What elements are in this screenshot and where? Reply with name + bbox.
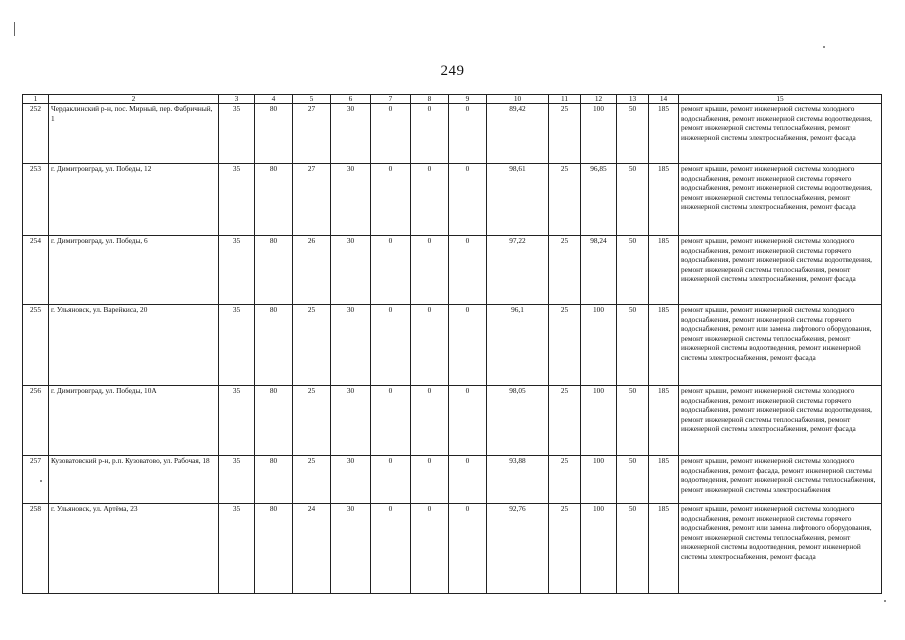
address: г. Димитровград, ул. Победы, 12 xyxy=(49,164,219,236)
col-3-value: 35 xyxy=(219,386,255,456)
col-8-value: 0 xyxy=(411,236,449,305)
col-14-value: 185 xyxy=(649,456,679,504)
col-13-value: 50 xyxy=(617,236,649,305)
col-12-value: 98,24 xyxy=(581,236,617,305)
col-14-value: 185 xyxy=(649,386,679,456)
works-list: ремонт крыши, ремонт инженерной системы холодного водоснабжения, ремонт фасада, ремонт инженерной системы водоотведения, ремонт инженерной системы теплоснабжения, ремонт инженерной системы электроснабжения xyxy=(679,456,882,504)
header-row xyxy=(23,95,882,104)
col-4-value: 80 xyxy=(255,386,293,456)
column-header-9: 9 xyxy=(449,95,487,104)
col-5-value: 24 xyxy=(293,504,331,594)
column-header-8: 8 xyxy=(411,95,449,104)
column-header-11: 11 xyxy=(549,95,581,104)
table-row xyxy=(23,305,882,386)
column-header-7: 7 xyxy=(371,95,411,104)
address: г. Ульяновск, ул. Артёма, 23 xyxy=(49,504,219,594)
column-header-5: 5 xyxy=(293,95,331,104)
col-4-value: 80 xyxy=(255,164,293,236)
col-9-value: 0 xyxy=(449,236,487,305)
table-row xyxy=(23,386,882,456)
table-row xyxy=(23,164,882,236)
works-list: ремонт крыши, ремонт инженерной системы холодного водоснабжения, ремонт инженерной системы водоотведения, ремонт инженерной системы теплоснабжения, ремонт инженерной системы электроснабжения, ремонт фасада xyxy=(679,104,882,164)
col-8-value: 0 xyxy=(411,386,449,456)
table-row xyxy=(23,456,882,504)
col-8-value: 0 xyxy=(411,504,449,594)
repair-table xyxy=(22,94,882,594)
col-12-value: 100 xyxy=(581,386,617,456)
col-13-value: 50 xyxy=(617,456,649,504)
column-header-4: 4 xyxy=(255,95,293,104)
table-row xyxy=(23,504,882,594)
col-5-value: 26 xyxy=(293,236,331,305)
col-14-value: 185 xyxy=(649,104,679,164)
col-6-value: 30 xyxy=(331,386,371,456)
col-10-value: 98,05 xyxy=(487,386,549,456)
row-number: 256 xyxy=(23,386,49,456)
col-11-value: 25 xyxy=(549,386,581,456)
address: г. Димитровград, ул. Победы, 6 xyxy=(49,236,219,305)
col-3-value: 35 xyxy=(219,305,255,386)
col-5-value: 25 xyxy=(293,305,331,386)
scan-speck xyxy=(14,22,15,36)
col-9-value: 0 xyxy=(449,386,487,456)
page-number: 249 xyxy=(440,63,465,79)
col-10-value: 93,88 xyxy=(487,456,549,504)
col-10-value: 98,61 xyxy=(487,164,549,236)
scan-speck xyxy=(823,46,825,48)
col-14-value: 185 xyxy=(649,164,679,236)
col-7-value: 0 xyxy=(371,305,411,386)
row-number: 255 xyxy=(23,305,49,386)
col-14-value: 185 xyxy=(649,236,679,305)
table-body xyxy=(23,104,882,594)
column-header-12: 12 xyxy=(581,95,617,104)
col-5-value: 25 xyxy=(293,386,331,456)
col-6-value: 30 xyxy=(331,305,371,386)
table-row xyxy=(23,236,882,305)
col-3-value: 35 xyxy=(219,164,255,236)
col-7-value: 0 xyxy=(371,504,411,594)
col-10-value: 89,42 xyxy=(487,104,549,164)
scan-speck xyxy=(40,480,42,482)
row-number: 258 xyxy=(23,504,49,594)
repair-table-container xyxy=(22,94,881,594)
row-number: 257 xyxy=(23,456,49,504)
col-7-value: 0 xyxy=(371,386,411,456)
column-header-14: 14 xyxy=(649,95,679,104)
col-7-value: 0 xyxy=(371,164,411,236)
col-10-value: 96,1 xyxy=(487,305,549,386)
col-9-value: 0 xyxy=(449,504,487,594)
col-3-value: 35 xyxy=(219,504,255,594)
col-11-value: 25 xyxy=(549,236,581,305)
col-7-value: 0 xyxy=(371,236,411,305)
col-6-value: 30 xyxy=(331,164,371,236)
row-number: 254 xyxy=(23,236,49,305)
col-8-value: 0 xyxy=(411,164,449,236)
col-11-value: 25 xyxy=(549,104,581,164)
col-11-value: 25 xyxy=(549,305,581,386)
col-13-value: 50 xyxy=(617,104,649,164)
col-14-value: 185 xyxy=(649,504,679,594)
col-8-value: 0 xyxy=(411,456,449,504)
address: Чердаклинский р-н, пос. Мирный, пер. Фабричный, 1 xyxy=(49,104,219,164)
column-header-2: 2 xyxy=(49,95,219,104)
col-4-value: 80 xyxy=(255,104,293,164)
row-number: 252 xyxy=(23,104,49,164)
col-4-value: 80 xyxy=(255,236,293,305)
col-13-value: 50 xyxy=(617,504,649,594)
col-8-value: 0 xyxy=(411,305,449,386)
col-12-value: 100 xyxy=(581,456,617,504)
column-header-3: 3 xyxy=(219,95,255,104)
col-12-value: 96,85 xyxy=(581,164,617,236)
col-5-value: 25 xyxy=(293,456,331,504)
works-list: ремонт крыши, ремонт инженерной системы холодного водоснабжения, ремонт инженерной системы горячего водоснабжения, ремонт или замена лифтового оборудования, ремонт инженерной системы теплоснабжения, ремонт инженерной системы водоотведения, ремонт инженерной системы электроснабжения, ремонт фасада xyxy=(679,305,882,386)
col-6-value: 30 xyxy=(331,104,371,164)
col-8-value: 0 xyxy=(411,104,449,164)
col-5-value: 27 xyxy=(293,104,331,164)
works-list: ремонт крыши, ремонт инженерной системы холодного водоснабжения, ремонт инженерной системы горячего водоснабжения, ремонт инженерной системы водоотведения, ремонт инженерной системы теплоснабжения, ремонт инженерной системы электроснабжения, ремонт фасада xyxy=(679,164,882,236)
column-header-15: 15 xyxy=(679,95,882,104)
col-6-value: 30 xyxy=(331,504,371,594)
col-6-value: 30 xyxy=(331,236,371,305)
col-3-value: 35 xyxy=(219,456,255,504)
col-11-value: 25 xyxy=(549,504,581,594)
col-9-value: 0 xyxy=(449,164,487,236)
col-4-value: 80 xyxy=(255,305,293,386)
col-3-value: 35 xyxy=(219,104,255,164)
col-4-value: 80 xyxy=(255,504,293,594)
col-9-value: 0 xyxy=(449,456,487,504)
col-5-value: 27 xyxy=(293,164,331,236)
col-11-value: 25 xyxy=(549,164,581,236)
address: Кузоватовский р-н, р.п. Кузоватово, ул. Рабочая, 18 xyxy=(49,456,219,504)
column-header-10: 10 xyxy=(487,95,549,104)
works-list: ремонт крыши, ремонт инженерной системы холодного водоснабжения, ремонт инженерной системы горячего водоснабжения, ремонт инженерной системы водоотведения, ремонт инженерной системы теплоснабжения, ремонт инженерной системы электроснабжения, ремонт фасада xyxy=(679,386,882,456)
col-9-value: 0 xyxy=(449,305,487,386)
works-list: ремонт крыши, ремонт инженерной системы холодного водоснабжения, ремонт инженерной системы горячего водоснабжения, ремонт или замена лифтового оборудования, ремонт инженерной системы теплоснабжения, ремонт инженерной системы водоотведения, ремонт инженерной системы электроснабжения, ремонт фасада xyxy=(679,504,882,594)
address: г. Ульяновск, ул. Варейкиса, 20 xyxy=(49,305,219,386)
column-header-1: 1 xyxy=(23,95,49,104)
row-number: 253 xyxy=(23,164,49,236)
address: г. Димитровград, ул. Победы, 10А xyxy=(49,386,219,456)
table-row xyxy=(23,104,882,164)
col-13-value: 50 xyxy=(617,164,649,236)
works-list: ремонт крыши, ремонт инженерной системы холодного водоснабжения, ремонт инженерной системы горячего водоснабжения, ремонт инженерной системы водоотведения, ремонт инженерной системы теплоснабжения, ремонт инженерной системы электроснабжения, ремонт фасада xyxy=(679,236,882,305)
col-7-value: 0 xyxy=(371,456,411,504)
col-4-value: 80 xyxy=(255,456,293,504)
col-3-value: 35 xyxy=(219,236,255,305)
scan-speck xyxy=(884,600,886,602)
column-header-6: 6 xyxy=(331,95,371,104)
col-13-value: 50 xyxy=(617,386,649,456)
col-9-value: 0 xyxy=(449,104,487,164)
col-10-value: 92,76 xyxy=(487,504,549,594)
col-12-value: 100 xyxy=(581,305,617,386)
col-13-value: 50 xyxy=(617,305,649,386)
col-10-value: 97,22 xyxy=(487,236,549,305)
col-6-value: 30 xyxy=(331,456,371,504)
col-12-value: 100 xyxy=(581,504,617,594)
col-7-value: 0 xyxy=(371,104,411,164)
col-14-value: 185 xyxy=(649,305,679,386)
column-header-13: 13 xyxy=(617,95,649,104)
col-11-value: 25 xyxy=(549,456,581,504)
col-12-value: 100 xyxy=(581,104,617,164)
